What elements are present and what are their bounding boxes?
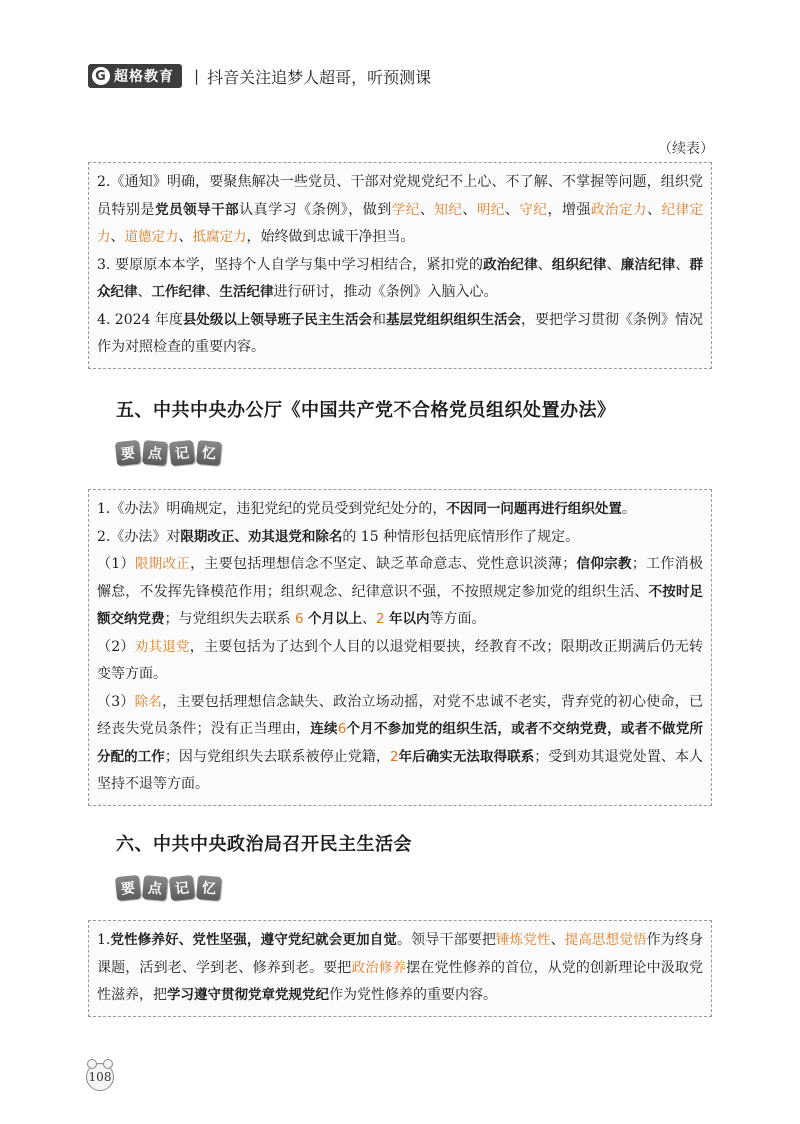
key-points-box-section-6 (88, 920, 712, 1017)
page-header (88, 63, 431, 89)
point-2-2: （2）劝其退党，主要包括为了达到个人目的以退党相要挟，经教育不改；限期改正期满后仍无转变等方面。 (97, 638, 703, 682)
point-3: 3. 要原原本本学，坚持个人自学与集中学习相结合，紧扣党的政治纪律、组织纪律、廉洁纪律、群众纪律、工作纪律、生活纪律进行研讨，推动《条例》入脑入心。 (97, 256, 704, 300)
point-1: 1.党性修养好、党性坚强，遵守党纪就会更加自觉。领导干部要把锤炼党性、提高思想觉悟作为终身课题，活到老、学到老、修养到老。要把政治修养摆在党性修养的首位，从党的创新理论中汲取党性滋养，把学习遵守贯彻党章党规党纪作为党性修养的重要内容。 (97, 932, 704, 1003)
section-6-title: 六、中共中央政治局召开民主生活会 (116, 834, 412, 855)
header-separator: | (194, 67, 200, 85)
point-1: 1.《办法》明确规定，违犯党纪的党员受到党纪处分的，不因同一问题再进行组织处置。 (97, 501, 636, 517)
section-5-title: 五、中共中央办公厅《中国共产党不合格党员组织处置办法》 (116, 400, 616, 421)
page-number: 108 (86, 1063, 114, 1091)
key-points-box-continued (88, 162, 712, 369)
header-slogan: 抖音关注追梦人超哥，听预测课 (207, 67, 432, 87)
key-points-badge: 要 点 记 忆 (116, 876, 221, 900)
point-2-1: （1）限期改正，主要包括理想信念不坚定、缺乏革命意志、党性意识淡薄；信仰宗教；工作消极懈怠，不发挥先锋模范作用；组织观念、纪律意识不强，不按照规定参加党的组织生活、不按时足额交纳党费；与党组织失去联系 6 个月以上、2 年以内等方面。 (97, 556, 704, 627)
key-points-box-section-5 (88, 489, 712, 806)
point-2-3: （3）除名，主要包括理想信念缺失、政治立场动摇，对党不忠诚不老实，背弃党的初心使命，已经丧失党员条件；没有正当理由，连续6个月不参加党的组织生活，或者不交纳党费，或者不做党所分配的工作；因与党组织失去联系被停止党籍，2年后确实无法取得联系；受到劝其退党处置、本人坚持不退等方面。 (97, 693, 704, 792)
point-2: 2.《办法》对限期改正、劝其退党和除名的 15 种情形包括兜底情形作了规定。 (97, 528, 580, 545)
key-points-badge: 要 点 记 忆 (116, 441, 221, 465)
continued-label: （续表） (658, 141, 714, 157)
point-4: 4. 2024 年度县处级以上领导班子民主生活会和基层党组织组织生活会，要把学习贯彻《条例》情况作为对照检查的重要内容。 (97, 311, 704, 355)
point-2: 2.《通知》明确，要聚焦解决一些党员、干部对党规党纪不上心、不了解、不掌握等问题，组织党员特别是党员领导干部认真学习《条例》，做到学纪、知纪、明纪、守纪，增强政治定力、纪律定力、道德定力、抵腐定力，始终做到忠诚干净担当。 (97, 174, 704, 245)
brand-logo (88, 64, 182, 88)
logo-g-icon: G (92, 67, 110, 85)
logo-text: 超格教育 (114, 69, 174, 85)
